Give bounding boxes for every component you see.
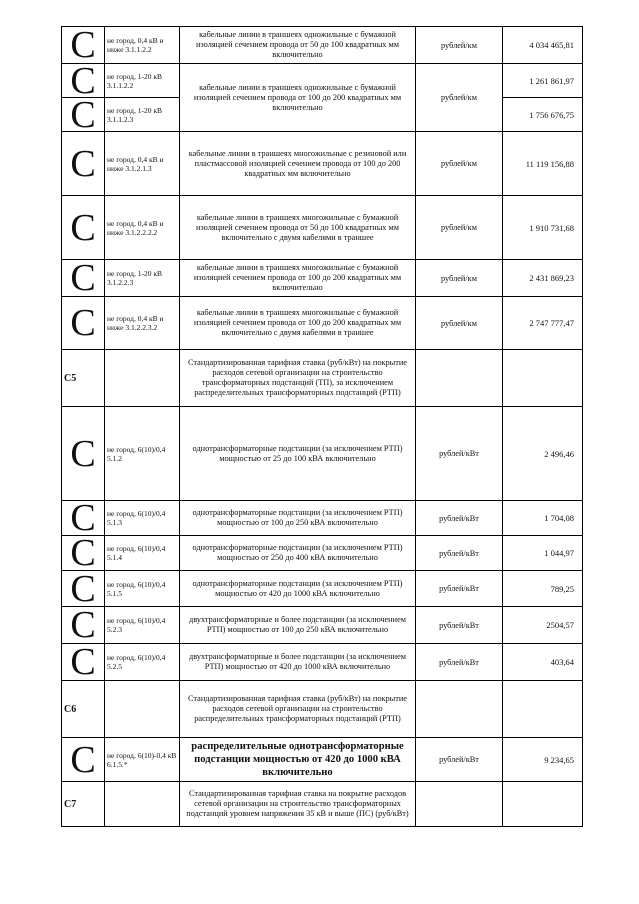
row-description: кабельные линии в траншеях многожильные с бумажной изоляцией сечением провода от 100 до 200 квадратных мм включительно bbox=[180, 260, 416, 297]
table-row bbox=[62, 132, 583, 196]
table-row bbox=[62, 297, 583, 350]
table-row bbox=[62, 407, 583, 501]
row-value: 2504,57 bbox=[503, 607, 583, 644]
row-code: не город, 0,4 кВ и ниже 3.1.1.2.2 bbox=[105, 27, 180, 64]
row-value: 1 910 731,68 bbox=[503, 196, 583, 260]
row-description: распределительные однотрансформаторные подстанции мощностью от 420 до 1000 кВА включительно bbox=[180, 738, 416, 782]
row-code: не город, 6(10)-0,4 кВ 6.1.5.* bbox=[105, 738, 180, 782]
section-title: Стандартизированная тарифная ставка (руб/кВт) на покрытие расходов сетевой организации на строительство трансформаторных подстанций (ТП), за исключением распределительных трансформаторных подстанций (РТП) bbox=[180, 350, 416, 407]
row-description: кабельные линии в траншеях многожильные с бумажной изоляцией сечением провода от 50 до 100 квадратных мм включительно с двумя кабелями в траншее bbox=[180, 196, 416, 260]
tariff-table bbox=[61, 26, 583, 827]
row-code: не город, 6(10)/0,4 5.2.5 bbox=[105, 644, 180, 681]
table-row bbox=[62, 738, 583, 782]
row-description: кабельные линии в траншеях одножильные с бумажной изоляцией сечением провода от 50 до 100 квадратных мм включительно bbox=[180, 27, 416, 64]
section-row bbox=[62, 782, 583, 827]
row-code: не город, 1-20 кВ 3.1.1.2.2 bbox=[105, 64, 180, 98]
section-row bbox=[62, 350, 583, 407]
row-letter: C bbox=[70, 432, 96, 475]
row-code: не город, 0,4 кВ и ниже 3.1.2.2.2.2 bbox=[105, 196, 180, 260]
row-letter: C bbox=[70, 26, 96, 64]
row-letter: C bbox=[70, 142, 96, 185]
table-row bbox=[62, 571, 583, 607]
row-description: однотрансформаторные подстанции (за исключением РТП) мощностью от 420 до 1000 кВА включительно bbox=[180, 571, 416, 607]
row-letter: C bbox=[70, 738, 96, 781]
row-unit: рублей/кВт bbox=[416, 607, 503, 644]
table-row bbox=[62, 607, 583, 644]
row-value: 11 119 156,88 bbox=[503, 132, 583, 196]
row-letter: C bbox=[70, 570, 96, 607]
row-unit: рублей/кВт bbox=[416, 407, 503, 501]
section-code: C6 bbox=[62, 681, 105, 738]
row-letter: C bbox=[70, 302, 96, 344]
row-description: однотрансформаторные подстанции (за исключением РТП) мощностью от 250 до 400 кВА включительно bbox=[180, 536, 416, 571]
row-code: не город, 6(10)/0,4 5.1.2 bbox=[105, 407, 180, 501]
row-letter: C bbox=[70, 643, 96, 681]
row-value: 2 747 777,47 bbox=[503, 297, 583, 350]
table-row bbox=[62, 536, 583, 571]
row-description: двухтрансформаторные и более подстанции (за исключением РТП) мощностью от 100 до 250 кВА включительно bbox=[180, 607, 416, 644]
row-unit: рублей/км bbox=[416, 297, 503, 350]
row-letter: C bbox=[70, 500, 96, 536]
row-letter: C bbox=[70, 259, 96, 297]
row-value: 1 261 861,97 bbox=[503, 64, 583, 98]
row-value: 403,64 bbox=[503, 644, 583, 681]
section-row bbox=[62, 681, 583, 738]
row-unit: рублей/км bbox=[416, 132, 503, 196]
section-title: Стандартизированная тарифная ставка (руб/кВт) на покрытие расходов сетевой организации на строительство распределительных трансформаторных подстанций (РТП) bbox=[180, 681, 416, 738]
row-unit: рублей/км bbox=[416, 260, 503, 297]
row-unit: рублей/кВт bbox=[416, 501, 503, 536]
row-unit: рублей/кВт bbox=[416, 738, 503, 782]
row-code: не город, 0,4 кВ и ниже 3.1.2.2.3.2 bbox=[105, 297, 180, 350]
row-code: не город, 0,4 кВ и ниже 3.1.2.1.3 bbox=[105, 132, 180, 196]
row-letter: C bbox=[70, 535, 96, 571]
row-code: не город, 1-20 кВ 3.1.1.2.3 bbox=[105, 98, 180, 132]
section-title: Стандартизированная тарифная ставка на покрытие расходов сетевой организации на строительство трансформаторных подстанций уровнем напряжения 35 кВ и выше (ПС) (руб/кВт) bbox=[180, 782, 416, 827]
row-description: кабельные линии в траншеях многожильные с резиновой или пластмассовой изоляцией сечением провода от 100 до 200 квадратных мм включительно bbox=[180, 132, 416, 196]
row-value: 1 756 676,75 bbox=[503, 98, 583, 132]
row-value: 9 234,65 bbox=[503, 738, 583, 782]
table-row bbox=[62, 260, 583, 297]
row-unit: рублей/кВт bbox=[416, 536, 503, 571]
row-unit: рублей/км bbox=[416, 27, 503, 64]
row-letter: C bbox=[70, 206, 96, 249]
section-code: C5 bbox=[62, 350, 105, 407]
row-letter: C bbox=[70, 63, 96, 98]
row-value: 4 034 465,81 bbox=[503, 27, 583, 64]
row-description: двухтрансформаторные и более подстанции (за исключением РТП) мощностью от 420 до 1000 кВА включительно bbox=[180, 644, 416, 681]
row-unit: рублей/кВт bbox=[416, 644, 503, 681]
row-value: 789,25 bbox=[503, 571, 583, 607]
row-unit: рублей/км bbox=[416, 196, 503, 260]
row-code: не город, 1-20 кВ 3.1.2.2.3 bbox=[105, 260, 180, 297]
row-letter: C bbox=[70, 97, 96, 132]
table-row bbox=[62, 501, 583, 536]
row-unit: рублей/кВт bbox=[416, 571, 503, 607]
row-letter: C bbox=[70, 606, 96, 644]
table-row bbox=[62, 644, 583, 681]
row-code: не город, 6(10)/0,4 5.1.4 bbox=[105, 536, 180, 571]
table-row bbox=[62, 27, 583, 64]
row-description: однотрансформаторные подстанции (за исключением РТП) мощностью от 25 до 100 кВА включительно bbox=[180, 407, 416, 501]
section-code: C7 bbox=[62, 782, 105, 827]
row-description: кабельные линии в траншеях многожильные с бумажной изоляцией сечением провода от 100 до 200 квадратных мм включительно с двумя кабелями в траншее bbox=[180, 297, 416, 350]
row-code: не город, 6(10)/0,4 5.2.3 bbox=[105, 607, 180, 644]
row-code: не город, 6(10)/0,4 5.1.5 bbox=[105, 571, 180, 607]
row-unit: рублей/км bbox=[416, 64, 503, 132]
row-value: 1 044,97 bbox=[503, 536, 583, 571]
row-code: не город, 6(10)/0,4 5.1.3 bbox=[105, 501, 180, 536]
row-description: однотрансформаторные подстанции (за исключением РТП) мощностью от 100 до 250 кВА включительно bbox=[180, 501, 416, 536]
table-row bbox=[62, 64, 583, 98]
row-value: 2 431 869,23 bbox=[503, 260, 583, 297]
row-value: 1 704,08 bbox=[503, 501, 583, 536]
table-row bbox=[62, 196, 583, 260]
row-description: кабельные линии в траншеях одножильные с бумажной изоляцией сечением провода от 100 до 200 квадратных мм включительно bbox=[180, 64, 416, 132]
row-value: 2 496,46 bbox=[503, 407, 583, 501]
